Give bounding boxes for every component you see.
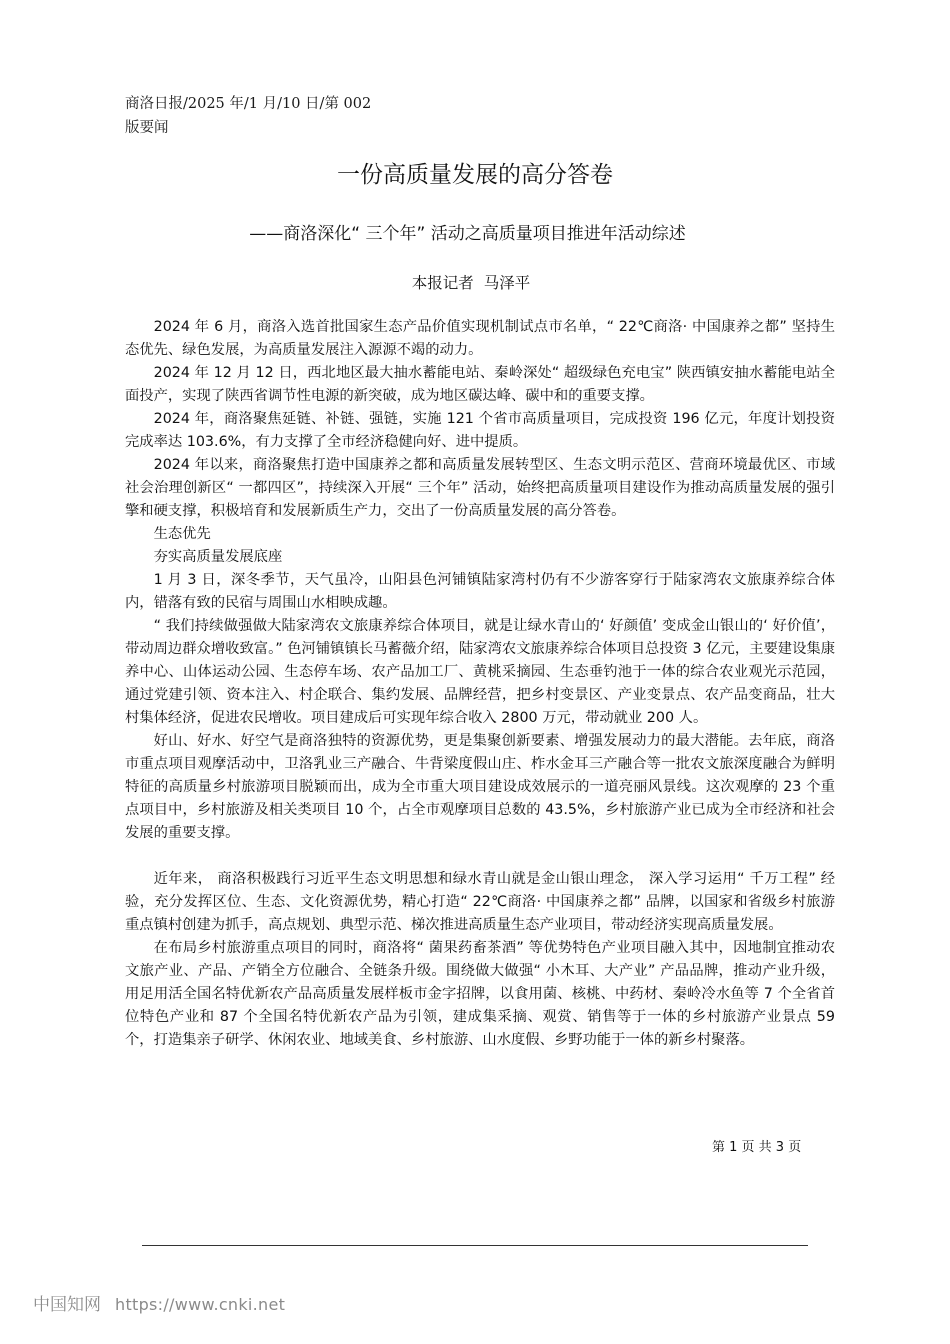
article-subtitle: ——商洛深化“ 三个年” 活动之高质量项目推进年活动综述 [249, 224, 686, 244]
section-subheading: 夯实高质量发展底座 [153, 549, 283, 565]
paragraph: 2024 年 12 月 12 日，西北地区最大抽水蓄能电站、秦岭深处“ 超级绿色充电宝” 陕西镇安抽水蓄能电站全面投产，实现了陕西省调节性电源的新突破，成为地区碳达峰、碳中和的重要支撑。 [125, 365, 835, 404]
paragraph: 2024 年，商洛聚焦延链、补链、强链，实施 121 个省市高质量项目，完成投资 196 亿元，年度计划投资完成率达 103.6%，有力支撑了全市经济稳健向好、进中提质。 [125, 411, 835, 450]
footer-divider [142, 1245, 808, 1246]
page-number: 第 1 页 共 3 页 [712, 1140, 802, 1155]
source-citation [125, 92, 725, 140]
watermark-brand: 中国知网 [33, 1295, 101, 1315]
article-title: 一份高质量发展的高分答卷 [337, 162, 613, 188]
paragraph: 在布局乡村旅游重点项目的同时，商洛将“ 菌果药畜茶酒” 等优势特色产业项目融入其中，因地制宜推动农文旅产业、产品、产销全方位融合、全链条升级。围绕做大做强“ 小木耳、大产业” 产品品牌，推动产业升级，用足用活全国名特优新农产品高质量发展样板市金字招牌，以食用菌、核桃、中药材、秦岭冷水鱼等 7 个全省首位特色产业和 87 个全国名特优新农产品为引领，建成集采摘、观赏、销售等于一体的乡村旅游产业景点 59 个，打造集亲子研学、休闲农业、地域美食、乡村旅游、山水度假、乡野功能于一体的新乡村聚落。 [125, 940, 835, 1048]
paragraph: 2024 年以来，商洛聚焦打造中国康养之都和高质量发展转型区、生态文明示范区、营商环境最优区、市域社会治理创新区“ 一都四区”，持续深入开展“ 三个年” 活动，始终把高质量项目建设作为推动高质量发展的强引擎和硬支撑，积极培育和发展新质生产力，交出了一份高质量发展的高分答卷。 [125, 457, 835, 519]
paragraph: “ 我们持续做强做大陆家湾农文旅康养综合体项目，就是让绿水青山的‘ 好颜值’ 变成金山银山的‘ 好价值’，带动周边群众增收致富。” 色河铺镇镇长马蓄薇介绍，陆家湾农文旅康养综合体项目总投资 3 亿元，主要建设集康养中心、山体运动公园、生态停车场、农产品加工厂、黄桃采摘园、生态垂钓池于一体的综合农业观光示范园，通过党建引领、资本注入、村企联合、集约发展、品牌经营，把乡村变景区、产业变景点、农产品变商品，壮大村集体经济，促进农民增收。项目建成后可实现年综合收入 2800 万元，带动就业 200 人。 [125, 618, 835, 726]
blank-line [125, 845, 835, 868]
cnki-watermark [33, 1293, 285, 1317]
paragraph: 1 月 3 日，深冬季节，天气虽冷，山阳县色河铺镇陆家湾村仍有不少游客穿行于陆家湾农文旅康养综合体内，错落有致的民宿与周围山水相映成趣。 [125, 572, 835, 611]
source-line: 商洛日报/2025 年/1 月/10 日/第 002 [125, 96, 372, 112]
paragraph: 好山、好水、好空气是商洛独特的资源优势，更是集聚创新要素、增强发展动力的最大潜能。去年底，商洛市重点项目观摩活动中，卫洛乳业三产融合、牛背梁度假山庄、柞水金耳三产融合等一批农文旅深度融合为鲜明特征的高质量乡村旅游项目脱颖而出，成为全市重大项目建设成效展示的一道亮丽风景线。这次观摩的 23 个重点项目中，乡村旅游及相关类项目 10 个，占全市观摩项目总数的 43.5%，乡村旅游产业已成为全市经济和社会发展的重要支撑。 [125, 733, 835, 841]
byline [0, 270, 942, 296]
watermark-url: https://www.cnki.net [115, 1295, 286, 1314]
byline-name: 马泽平 [483, 274, 531, 292]
paragraph: 2024 年 6 月，商洛入选首批国家生态产品价值实现机制试点市名单，“ 22℃商洛· 中国康养之都” 坚持生态优先、绿色发展，为高质量发展注入源源不竭的动力。 [125, 319, 835, 358]
section-heading: 生态优先 [153, 526, 211, 542]
paragraph: 近年来， 商洛积极践行习近平生态文明思想和绿水青山就是金山银山理念， 深入学习运用“ 千万工程” 经验，充分发挥区位、生态、文化资源优势，精心打造“ 22℃商洛· 中国康养之都” 品牌，以国家和省级乡村旅游重点镇村创建为抓手，高点规划、典型示范、梯次推进高质量生态产业项目，带动经济实现高质量发展。 [125, 871, 835, 933]
source-line: 版要闻 [125, 120, 169, 136]
byline-label: 本报记者 [411, 274, 474, 292]
article-body [125, 316, 835, 1052]
